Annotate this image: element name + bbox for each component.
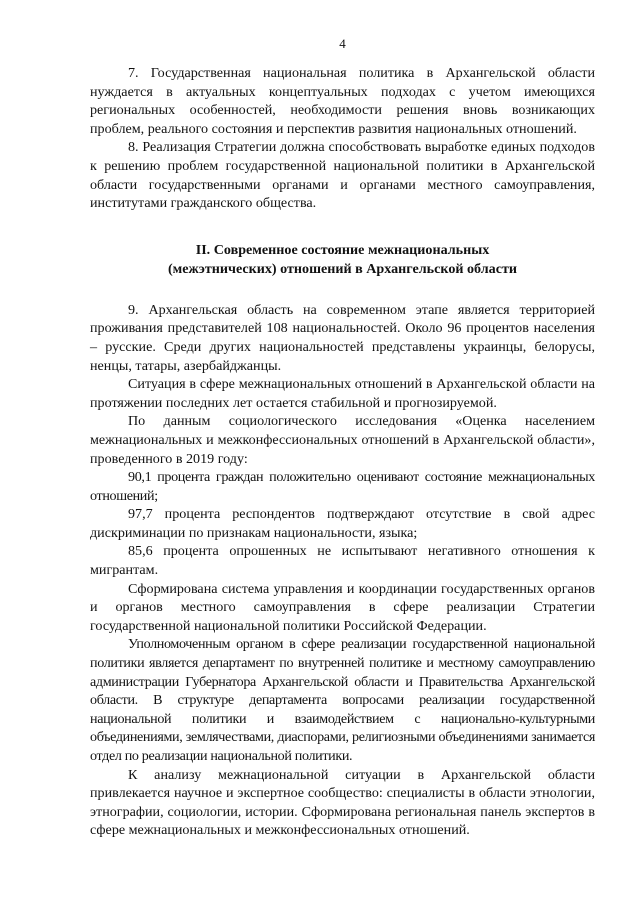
paragraph-system: Сформирована система управления и координации государственных органов и органов местного самоуправления в сфере реализации Стратегии государственной национальной политики Российской Федерации. xyxy=(90,580,595,634)
paragraph-situation: Ситуация в сфере межнациональных отношений в Архангельской области на протяжении последних лет остается стабильной и прогнозируемой. xyxy=(90,376,595,411)
paragraph-authority: Уполномоченным органом в сфере реализации государственной национальной политики является департамент по внутренней политике и местному самоуправлению администрации Губернатора Архангельской области и Правительства Архангельской области. В структуре департамента вопросами реализации государственной национальной политики и взаимодействием с национально-культурными объединениями, землячествами, диаспорами, религиозными объединениями занимается отдел по реализации национальной политики. xyxy=(90,636,595,764)
paragraph-stat-positive: 90,1 процента граждан положительно оценивают состояние межнациональных отношений; xyxy=(90,469,595,504)
page-number: 4 xyxy=(339,36,346,51)
paragraph-stat-migrants: 85,6 процента опрошенных не испытывают негативного отношения к мигрантам. xyxy=(90,543,595,579)
document-body xyxy=(90,64,595,840)
paragraph-7: 7. Государственная национальная политика в Архангельской области нуждается в актуальных концептуальных подходах с учетом имеющихся региональных особенностей, необходимости решения вновь возникающих проблем, реального состояния и перспектив развития национальных отношений. xyxy=(90,65,595,137)
section-heading-line-2: (межэтнических) отношений в Архангельской области xyxy=(167,260,518,277)
section-heading xyxy=(90,241,595,279)
paragraph-9: 9. Архангельская область на современном этапе является территорией проживания представителей 108 национальностей. Около 96 процентов населения – русские. Среди других национальностей представлены украинцы, белорусы, ненцы, татары, азербайджанцы. xyxy=(90,301,595,374)
paragraph-8: 8. Реализация Стратегии должна способствовать выработке единых подходов к решению проблем государственной национальной политики в Архангельской области государственными органами и органами местного самоуправления, институтами гражданского общества. xyxy=(90,139,595,212)
paragraph-experts: К анализу межнациональной ситуации в Архангельской области привлекается научное и экспертное сообщество: специалисты в области этнологии, этнографии, социологии, истории. Сформирована региональная панель экспертов в сфере межнациональных и межконфессиональных отношений. xyxy=(90,766,595,839)
section-heading-line-1: II. Современное состояние межнациональных xyxy=(195,241,490,258)
paragraph-stat-discrimination: 97,7 процента респондентов подтверждают отсутствие в свой адрес дискриминации по признакам национальности, языка; xyxy=(90,506,595,541)
paragraph-survey: По данным социологического исследования «Оценка населением межнациональных и межконфессиональных отношений в Архангельской области», проведенного в 2019 году: xyxy=(90,413,595,467)
